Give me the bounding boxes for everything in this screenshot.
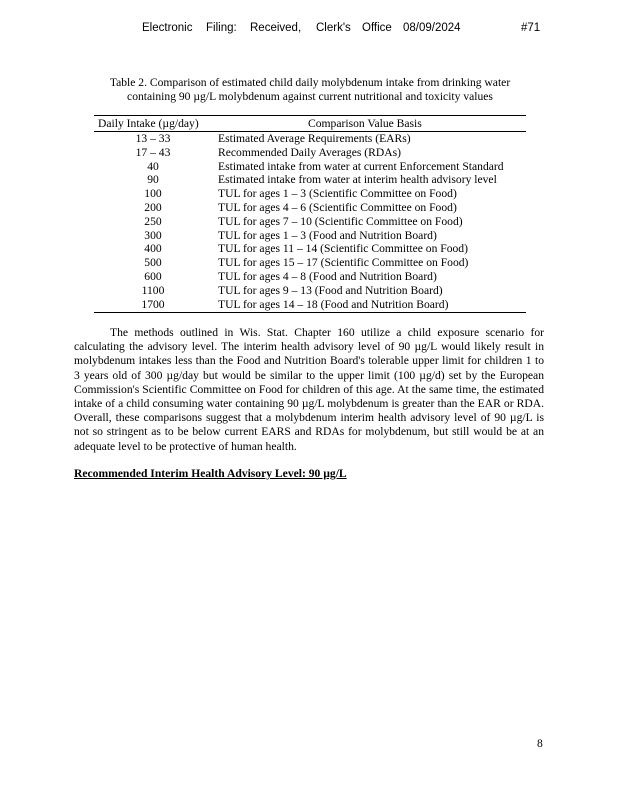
table-row [94, 270, 526, 284]
body-paragraph: The methods outlined in Wis. Stat. Chapter 160 utilize a child exposure scenario for calculating the advisory level. The interim health advisory level of 90 µg/L would likely result in molybdenum intakes less than the Food and Nutrition Board's tolerable upper limit for children 1 to 3 years old of 300 µg/day but would be similar to the upper limit (100 µg/d) set by the European Commission's Scientific Committee on Food for children of this age. At the same time, the estimated intake of a child consuming water containing 90 µg/L molybdenum is greater than the EAR or RDA. Overall, these comparisons suggest that a molybdenum interim health advisory level of 90 µg/L is not so stringent as to be below current EARS and RDAs for molybdenum, but still would be at an adequate level to be protective of human health. [74, 326, 544, 453]
cell-daily-intake: 13 – 33 [135, 132, 171, 145]
table-row [94, 298, 526, 312]
cell-daily-intake: 400 [144, 242, 162, 256]
cell-daily-intake: 600 [144, 270, 162, 283]
table-caption-line2: containing 90 µg/L molybdenum against current nutritional and toxicity values [127, 90, 493, 103]
cell-daily-intake: 40 [147, 159, 159, 173]
cell-comparison-basis: Estimated intake from water at current Enforcement Standard [218, 159, 504, 173]
table-row [94, 146, 526, 160]
table-row [94, 284, 526, 298]
cell-comparison-basis: TUL for ages 4 – 8 (Food and Nutrition Board) [218, 270, 437, 283]
cell-daily-intake: 1100 [141, 283, 165, 297]
table-row [94, 201, 526, 215]
cell-comparison-basis: TUL for ages 14 – 18 (Food and Nutrition Board) [218, 297, 449, 311]
column-header-comparison-basis: Comparison Value Basis [308, 117, 422, 130]
cell-comparison-basis: Recommended Daily Averages (RDAs) [218, 145, 401, 159]
cell-daily-intake: 90 [147, 173, 159, 187]
table-row [94, 256, 526, 270]
cell-daily-intake: 200 [144, 201, 162, 214]
cell-daily-intake: 500 [144, 256, 162, 270]
table-row [94, 215, 526, 229]
cell-comparison-basis: Estimated intake from water at interim health advisory level [218, 173, 497, 187]
cell-comparison-basis: TUL for ages 1 – 3 (Scientific Committee on Food) [218, 187, 457, 201]
header-office: Office [362, 22, 392, 34]
cell-daily-intake: 17 – 43 [135, 145, 171, 159]
header-clerks: Clerk's [316, 22, 351, 34]
page-number: 8 [537, 737, 543, 750]
cell-comparison-basis: TUL for ages 7 – 10 (Scientific Committee on Food) [218, 214, 463, 228]
table-bottom-rule [94, 312, 526, 313]
table-row [94, 187, 526, 201]
cell-daily-intake: 250 [144, 214, 162, 228]
table-row [94, 229, 526, 243]
header-received: Received, [250, 22, 302, 34]
cell-comparison-basis: TUL for ages 1 – 3 (Food and Nutrition Board) [218, 228, 437, 242]
table-top-rule [94, 115, 526, 116]
cell-daily-intake: 1700 [141, 297, 165, 311]
cell-comparison-basis: TUL for ages 9 – 13 (Food and Nutrition Board) [218, 283, 443, 297]
cell-comparison-basis: TUL for ages 15 – 17 (Scientific Committee on Food) [218, 256, 469, 270]
header-date: 08/09/2024 [403, 22, 461, 34]
cell-daily-intake: 300 [144, 228, 162, 242]
header-number: #71 [521, 22, 541, 34]
table-row [94, 132, 526, 146]
table-row [94, 160, 526, 174]
header-electronic: Electronic [142, 22, 193, 34]
table-row [94, 173, 526, 187]
table-caption-line1: Table 2. Comparison of estimated child daily molybdenum intake from drinking water [109, 76, 511, 89]
cell-comparison-basis: TUL for ages 4 – 6 (Scientific Committee on Food) [218, 201, 457, 214]
cell-daily-intake: 100 [144, 187, 162, 201]
column-header-daily-intake: Daily Intake (µg/day) [98, 117, 199, 130]
recommendation-heading: Recommended Interim Health Advisory Level: 90 µg/L [74, 467, 347, 480]
table-caption [90, 76, 530, 104]
table-row [94, 242, 526, 256]
cell-comparison-basis: TUL for ages 11 – 14 (Scientific Committee on Food) [218, 242, 468, 256]
header-filing: Filing: [206, 22, 237, 34]
cell-comparison-basis: Estimated Average Requirements (EARs) [218, 132, 411, 145]
